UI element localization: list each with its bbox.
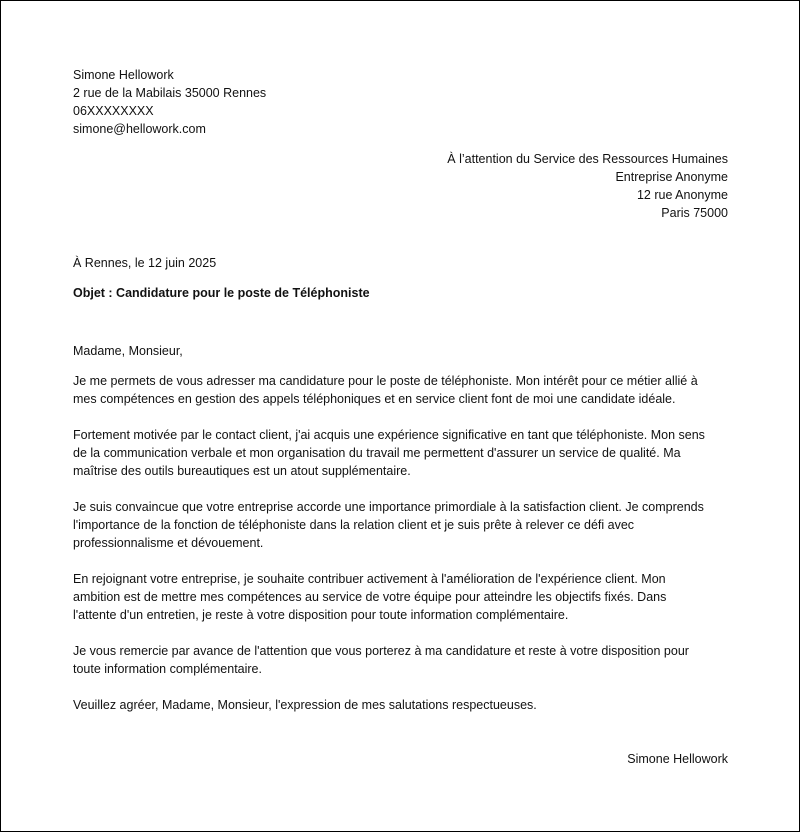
date-text: À Rennes, le 12 juin 2025 — [73, 256, 217, 270]
body-paragraph-4 — [73, 570, 728, 624]
body-paragraph-5 — [73, 642, 728, 678]
paragraph-line: l'importance de la fonction de téléphoniste dans la relation client et je suis prête à relever ce défi avec — [73, 518, 635, 532]
sender-block — [73, 66, 728, 138]
sender-email: simone@hellowork.com — [73, 122, 206, 136]
sender-name: Simone Hellowork — [73, 68, 174, 82]
recipient-company: Entreprise Anonyme — [615, 170, 728, 184]
body-paragraph-2 — [73, 426, 728, 480]
recipient-street: 12 rue Anonyme — [636, 188, 728, 202]
signature-text: Simone Hellowork — [627, 752, 728, 766]
subject-text: Objet : Candidature pour le poste de Téléphoniste — [73, 286, 370, 300]
signature — [73, 750, 728, 768]
closing-formula — [73, 696, 728, 714]
paragraph-line: maîtrise des outils bureautiques est un atout supplémentaire. — [73, 464, 411, 478]
paragraph-line: Veuillez agréer, Madame, Monsieur, l'expression de mes salutations respectueuses. — [73, 698, 537, 712]
paragraph-line: de la communication verbale et mon organisation du travail me permettent d'assurer un service de qualité. Ma — [73, 446, 681, 460]
paragraph-line: mes compétences en gestion des appels téléphoniques et en service client font de moi une candidate idéale. — [73, 392, 676, 406]
body-paragraph-1 — [73, 372, 728, 408]
paragraph-line: En rejoignant votre entreprise, je souhaite contribuer activement à l'amélioration de l'expérience client. Mon — [73, 572, 666, 586]
paragraph-line: professionnalisme et dévouement. — [73, 536, 264, 550]
body-paragraph-3 — [73, 498, 728, 552]
salutation-text: Madame, Monsieur, — [73, 344, 183, 358]
recipient-attention: À l’attention du Service des Ressources Humaines — [447, 152, 728, 166]
paragraph-line: l'attente d'un entretien, je reste à votre disposition pour toute information complémentaire. — [73, 608, 569, 622]
subject-line — [73, 284, 728, 302]
salutation — [73, 342, 728, 360]
paragraph-line: Je vous remercie par avance de l'attention que vous porterez à ma candidature et reste à votre disposition pour — [73, 644, 689, 658]
paragraph-line: Je suis convaincue que votre entreprise accorde une importance primordiale à la satisfaction client. Je comprends — [73, 500, 704, 514]
date-line — [73, 254, 728, 272]
recipient-block — [73, 150, 728, 222]
paragraph-line: Fortement motivée par le contact client, j'ai acquis une expérience significative en tant que téléphoniste. Mon sens — [73, 428, 705, 442]
paragraph-line: Je me permets de vous adresser ma candidature pour le poste de téléphoniste. Mon intérêt pour ce métier allié à — [73, 374, 698, 388]
paragraph-line: ambition est de mettre mes compétences au service de votre équipe pour atteindre les objectifs fixés. Dans — [73, 590, 667, 604]
sender-address: 2 rue de la Mabilais 35000 Rennes — [73, 86, 267, 100]
recipient-city: Paris 75000 — [661, 206, 728, 220]
sender-phone: 06XXXXXXXX — [73, 104, 154, 118]
paragraph-line: toute information complémentaire. — [73, 662, 262, 676]
